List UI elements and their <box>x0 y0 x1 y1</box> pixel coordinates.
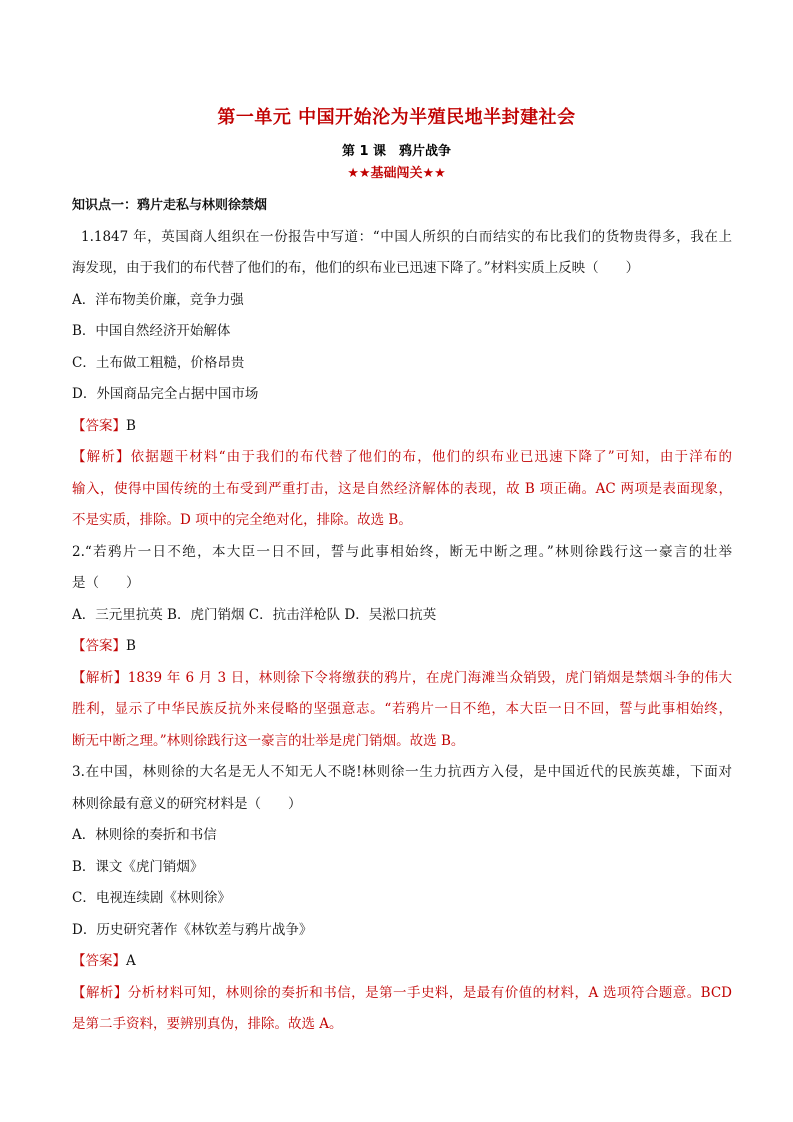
q1-option-d: D．外国商品完全占据中国市场 <box>72 386 259 402</box>
q1-stem-line-2: 海发现，由于我们的布代替了他们的布，他们的织布业已迅速下降了。”材料实质上反映（ ） <box>72 260 640 276</box>
q3-answer <box>72 946 732 978</box>
analysis-text: 依据题干材料“由于我们的布代替了他们的布，他们的织布业已迅速下降了”可知，由于洋布的 <box>130 449 732 465</box>
knowledge-point-heading: 知识点一：鸦片走私与林则徐禁烟 <box>72 198 268 213</box>
q3-option-c: C．电视连续剧《林则徐》 <box>72 890 231 906</box>
q1-answer <box>72 411 732 443</box>
q3-option-a: A．林则徐的奏折和书信 <box>72 827 217 843</box>
answer-tag: 【答案】 <box>72 953 126 969</box>
q1-option-b: B．中国自然经济开始解体 <box>72 323 231 339</box>
analysis-text: 分析材料可知，林则徐的奏折和书信，是第一手史料，是最有价值的材料，A 选项符合题意。BCD <box>127 984 732 1001</box>
document-body <box>72 190 732 1041</box>
q1-stem-line-1: 1.1847 年，英国商人组织在一份报告中写道：“中国人所织的白而结实的布比我们的货物贵得多，我在上 <box>81 228 732 245</box>
analysis-tag: 【解析】 <box>72 449 131 465</box>
q3-stem-line-2: 林则徐最有意义的研究材料是（ ） <box>72 795 302 812</box>
q3-option-b: B．课文《虎门销烟》 <box>72 858 204 875</box>
answer-tag: 【答案】 <box>72 417 126 434</box>
unit-title: 第一单元 中国开始沦为半殖民地半封建社会 <box>217 107 576 128</box>
q2-stem-line-2: 是（ ） <box>72 575 140 591</box>
q1-option-a: A．洋布物美价廉，竞争力强 <box>72 291 244 308</box>
answer-value: B <box>126 417 136 434</box>
q2-analysis-line-1 <box>72 663 732 695</box>
q1-analysis-line-1 <box>72 442 732 474</box>
q3-option-d: D．历史研究著作《林钦差与鸦片战争》 <box>72 921 313 938</box>
q2-answer <box>72 631 732 663</box>
q2-stem-line-1: 2.“若鸦片一日不绝，本大臣一日不回，誓与此事相始终，断无中断之理。”林则徐践行这一豪言的壮举 <box>72 543 732 560</box>
level-heading: ★★基础闯关★★ <box>347 166 446 181</box>
answer-value: A <box>126 953 136 969</box>
q2-options: A．三元里抗英 B．虎门销烟 C．抗击洋枪队 D．吴淞口抗英 <box>72 606 437 623</box>
answer-tag: 【答案】 <box>72 638 126 654</box>
q3-analysis-line-2: 是第二手资料，要辨别真伪，排除。故选 A。 <box>72 1016 343 1032</box>
q1-option-c: C．土布做工粗糙，价格昂贵 <box>72 354 245 371</box>
q1-analysis-line-3: 不是实质，排除。D 项中的完全绝对化，排除。故选 B。 <box>72 512 412 528</box>
q3-analysis-line-1 <box>72 978 732 1010</box>
q2-analysis-line-2: 胜利，显示了中华民族反抗外来侵略的坚强意志。“若鸦片一日不绝，本大臣一日不回，誓与此事相始终， <box>72 701 732 717</box>
q1-analysis-line-2: 输入，使得中国传统的土布受到严重打击，这是自然经济解体的表现，故 B 项正确。AC 两项是表面现象， <box>72 480 732 497</box>
q2-analysis-line-3: 断无中断之理。”林则徐践行这一豪言的壮举是虎门销烟。故选 B。 <box>72 732 465 749</box>
analysis-tag: 【解析】 <box>72 984 128 1001</box>
lesson-title: 第 1 课 鸦片战争 <box>341 144 452 159</box>
analysis-tag: 【解析】 <box>72 669 128 686</box>
answer-value: B <box>126 638 136 654</box>
analysis-text: 1839 年 6 月 3 日，林则徐下令将缴获的鸦片，在虎门海滩当众销毁，虎门销烟是禁烟斗争的伟大 <box>127 669 732 686</box>
q3-stem-line-1: 3.在中国，林则徐的大名是无人不知无人不晓!林则徐一生力抗西方入侵，是中国近代的民族英雄，下面对 <box>72 764 732 780</box>
